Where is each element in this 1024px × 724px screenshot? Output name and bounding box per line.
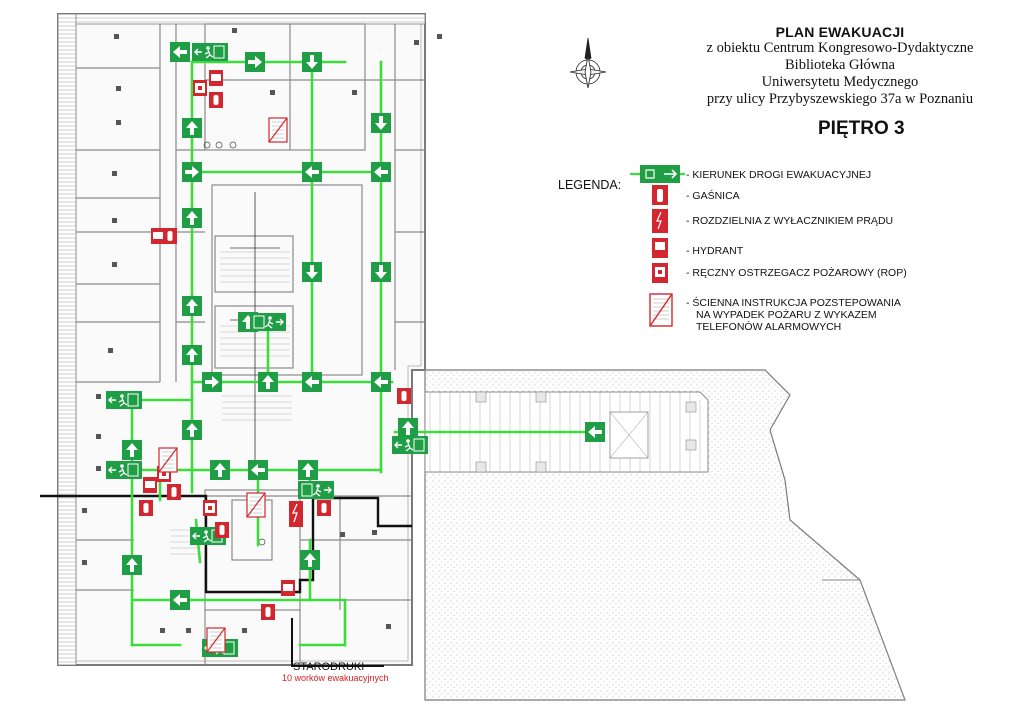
exit-arrow-sign: [210, 460, 230, 480]
legend-instruction-text-2: NA WYPADEK POŻARU Z WYKAZEM: [696, 309, 877, 321]
legend-alarm-text: - RĘCZNY OSTRZEGACZ POŻAROWY (ROP): [686, 267, 907, 279]
hydrant-sign: [209, 70, 223, 86]
title-line-4: przy ulicy Przybyszewskiego 37a w Poznaniu: [706, 91, 974, 107]
alarm-button-sign: [203, 500, 217, 516]
legend-exit-route-text: - KIERUNEK DROGI EWAKUACYJNEJ: [686, 169, 872, 181]
extinguisher-sign: [139, 500, 153, 516]
emergency-exit-sign: [250, 313, 286, 331]
exit-arrow-sign: [170, 42, 190, 62]
legend-title: LEGENDA:: [558, 178, 622, 192]
emergency-exit-sign: [106, 391, 142, 409]
legend-hydrant-text: - HYDRANT: [686, 245, 744, 257]
exit-arrow-sign: [122, 440, 142, 460]
exit-arrow-sign: [371, 113, 391, 133]
legend-instruction-text-3: TELEFONÓW ALARMOWYCH: [696, 321, 842, 333]
alarm-button-sign: [193, 80, 207, 96]
legend-extinguisher-icon: [652, 185, 668, 205]
exit-arrow-sign: [371, 162, 391, 182]
exit-arrow-sign: [182, 118, 202, 138]
fire-instruction-sign: [207, 628, 225, 652]
fire-instruction-sign: [269, 118, 287, 142]
legend-hydrant: [686, 245, 743, 257]
legend-symbols: [630, 165, 685, 326]
exit-arrow-sign: [371, 372, 391, 392]
legend-instruction-icon: [650, 294, 672, 326]
exit-arrow-sign: [182, 208, 202, 228]
switchboard-sign: [289, 501, 303, 527]
extinguisher-sign: [167, 484, 181, 500]
extinguisher-sign: [317, 500, 331, 516]
legend-instruction: [686, 297, 901, 333]
extinguisher-sign: [397, 388, 411, 404]
hydrant-sign: [143, 477, 157, 493]
exit-arrow-sign: [122, 555, 142, 575]
emergency-exit-sign: [106, 461, 142, 479]
exit-arrow-sign: [398, 418, 418, 438]
legend-switchboard: [686, 215, 893, 227]
exit-arrow-sign: [248, 460, 268, 480]
legend-switchboard-icon: [652, 209, 668, 233]
terrace: [425, 370, 905, 700]
exit-arrow-sign: [182, 296, 202, 316]
legend-exit-icon: [640, 165, 680, 183]
extinguisher-sign: [163, 228, 177, 244]
exit-arrow-sign: [302, 162, 322, 182]
title-line-2: Biblioteka Główna: [785, 57, 895, 73]
exit-arrow-sign: [182, 345, 202, 365]
exit-arrow-sign: [300, 550, 320, 570]
exit-arrow-sign: [298, 460, 318, 480]
legend-hydrant-icon: [652, 238, 668, 258]
fire-instruction-sign: [247, 493, 265, 517]
compass-rose: [570, 38, 606, 88]
legend-extinguisher-text: - GAŚNICA: [686, 190, 740, 202]
legend-alarm-icon: [652, 263, 668, 283]
extinguisher-sign: [215, 522, 229, 538]
emergency-exit-sign: [192, 43, 228, 61]
exit-arrow-sign: [182, 420, 202, 440]
legend-switchboard-text: - ROZDZIELNIA Z WYŁACZNIKIEM PRĄDU: [686, 215, 894, 227]
legend-instruction-text-1: - ŚCIENNA INSTRUKCJA POZSTEPOWANIA: [686, 297, 901, 309]
exit-arrow-sign: [202, 372, 222, 392]
title-line-1: z obiektu Centrum Kongresowo-Dydaktyczne: [706, 40, 974, 56]
exit-arrow-sign: [170, 590, 190, 610]
exit-arrow-sign: [258, 372, 278, 392]
floor-label: PIĘTRO 3: [818, 118, 905, 139]
hydrant-sign: [281, 580, 295, 596]
extinguisher-sign: [209, 92, 223, 108]
exit-arrow-sign: [302, 262, 322, 282]
emergency-exit-sign: [298, 481, 334, 499]
storage-room-label: STARODRUKI: [293, 661, 365, 673]
evacuation-bags-note: 10 worków ewakuacyjnych: [282, 673, 389, 683]
legend-extinguisher: [686, 190, 740, 202]
exit-arrow-sign: [585, 422, 605, 442]
exit-arrow-sign: [371, 262, 391, 282]
fire-instruction-sign: [159, 448, 177, 472]
emergency-exit-sign: [392, 436, 428, 454]
title-block: [690, 24, 990, 108]
exit-arrow-sign: [302, 52, 322, 72]
title-line-3: Uniwersytetu Medycznego: [761, 74, 919, 90]
exit-arrow-sign: [302, 372, 322, 392]
legend-exit-route: [686, 169, 871, 181]
plan-title: PLAN EWAKUACJI: [775, 24, 905, 40]
hydrant-sign: [151, 228, 165, 244]
extinguisher-sign: [261, 604, 275, 620]
legend-alarm: [686, 267, 907, 279]
exit-arrow-sign: [245, 52, 265, 72]
exit-arrow-sign: [182, 162, 202, 182]
